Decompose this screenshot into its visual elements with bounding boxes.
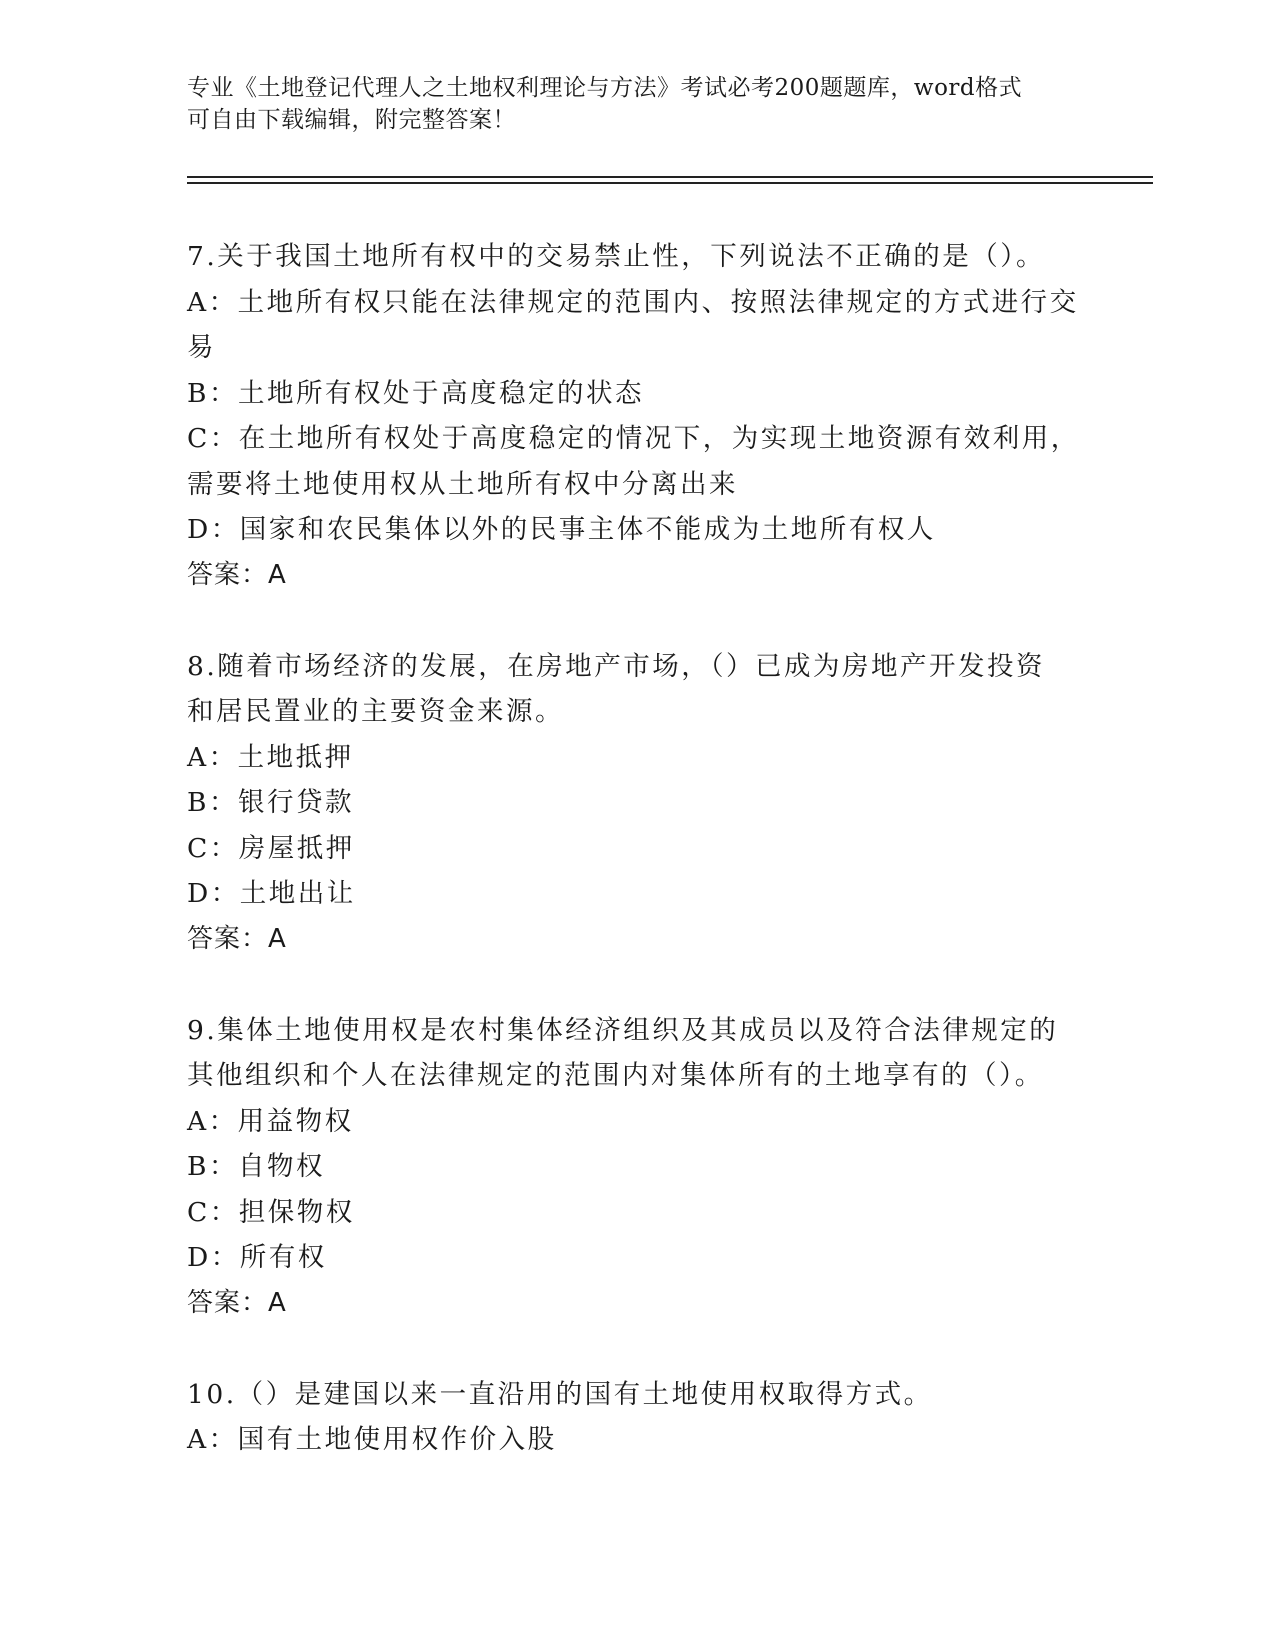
option-line: B：土地所有权处于高度稳定的状态: [187, 377, 644, 409]
question-8-option-a: A：土地抵押: [187, 741, 354, 773]
header-divider-bottom: [187, 182, 1153, 184]
question-8-option-c: C：房屋抵押: [187, 832, 355, 864]
header-line-2: 可自由下载编辑，附完整答案！: [187, 107, 516, 133]
question-8: [187, 644, 1087, 963]
question-9-option-d: D：所有权: [187, 1242, 327, 1273]
question-8-answer: 答案：A: [187, 923, 287, 954]
header-line-1: 专业《土地登记代理人之土地权利理论与方法》考试必考200题题库，word格式: [187, 75, 1023, 101]
question-9-stem-line-1: 9.集体土地使用权是农村集体经济组织及其成员以及符合法律规定的: [187, 1014, 1059, 1046]
question-10: [187, 1372, 1087, 1463]
question-10-option-a: A：国有土地使用权作价入股: [187, 1424, 557, 1455]
document-header: [187, 72, 1067, 136]
question-8-stem-line-2: 和居民置业的主要资金来源。: [187, 696, 564, 727]
question-7-option-c: [187, 416, 1087, 507]
question-9-answer: 答案：A: [187, 1287, 287, 1318]
question-7-option-d: [187, 507, 1087, 553]
question-9-option-c: C：担保物权: [187, 1196, 355, 1228]
question-spacer: [187, 962, 1087, 1008]
question-9-stem-line-2: 其他组织和个人在法律规定的范围内对集体所有的土地享有的（）。: [187, 1060, 1044, 1091]
question-8-option-b: B：银行贷款: [187, 787, 354, 818]
option-line: 需要将土地使用权从土地所有权中分离出来: [187, 468, 738, 500]
question-spacer: [187, 598, 1087, 644]
question-spacer: [187, 1326, 1087, 1372]
question-8-option-d: D：土地出让: [187, 878, 356, 909]
question-9: [187, 1008, 1087, 1327]
question-9-option-b: B：自物权: [187, 1151, 325, 1182]
question-7-option-b: [187, 371, 1087, 417]
question-8-stem-line-1: 8.随着市场经济的发展，在房地产市场，（）已成为房地产开发投资: [187, 650, 1046, 682]
question-7-answer: 答案：A: [187, 559, 287, 590]
option-line: 易: [187, 332, 216, 363]
question-7: [187, 234, 1087, 598]
option-line: A：土地所有权只能在法律规定的范围内、按照法律规定的方式进行交: [187, 286, 1079, 318]
question-7-stem: 7.关于我国土地所有权中的交易禁止性，下列说法不正确的是（）。: [187, 241, 1046, 272]
question-7-option-a: [187, 280, 1087, 371]
header-divider-top: [187, 176, 1153, 178]
question-list: [187, 234, 1087, 1463]
option-line: D：国家和农民集体以外的民事主体不能成为土地所有权人: [187, 514, 936, 545]
question-9-option-a: A：用益物权: [187, 1105, 354, 1137]
option-line: C：在土地所有权处于高度稳定的情况下，为实现土地资源有效利用，: [187, 423, 1080, 454]
question-10-stem: 10.（）是建国以来一直沿用的国有土地使用权取得方式。: [187, 1378, 933, 1410]
